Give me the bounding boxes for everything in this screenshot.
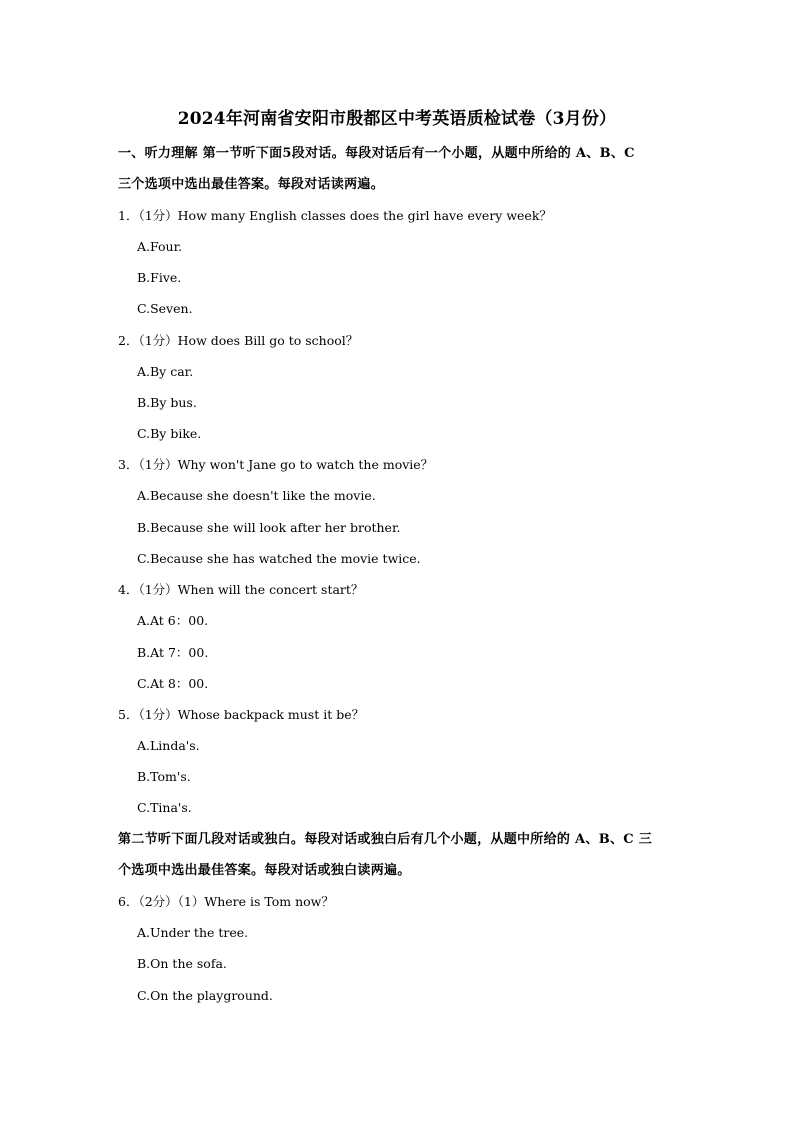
question-1-option-a: A.Four.: [137, 239, 183, 254]
question-3-option-a: A.Because she doesn't like the movie.: [137, 488, 376, 503]
question-6-option-c: C.On the playground.: [137, 988, 273, 1003]
question-4-option-a: A.At 6：00.: [137, 613, 209, 628]
question-6-stem: 6．（2分）（1）Where is Tom now？: [118, 894, 334, 909]
question-2-stem: 2．（1分）How does Bill go to school？: [118, 333, 359, 348]
question-6-option-a: A.Under the tree.: [137, 925, 249, 940]
question-4-stem: 4．（1分）When will the concert start？: [118, 582, 364, 597]
section1-instruction-line2: 三个选项中选出最佳答案。每段对话读两遍。: [118, 177, 385, 192]
question-5-option-c: C.Tina's.: [137, 800, 192, 815]
question-5-stem: 5．（1分）Whose backpack must it be？: [118, 707, 365, 722]
question-4-option-b: B.At 7：00.: [137, 645, 209, 660]
question-5-option-a: A.Linda's.: [137, 738, 200, 753]
question-1-option-b: B.Five.: [137, 270, 182, 285]
question-3-stem: 3．（1分）Why won't Jane go to watch the movie？: [118, 457, 434, 472]
page-title: 2024年河南省安阳市殷都区中考英语质检试卷（3月份）: [177, 109, 617, 129]
question-2-option-a: A.By car.: [137, 364, 194, 379]
question-1-option-c: C.Seven.: [137, 301, 193, 316]
question-2-option-b: B.By bus.: [137, 395, 197, 410]
question-6-option-b: B.On the sofa.: [137, 956, 227, 971]
section2-instruction-line1: 第二节听下面几段对话或独白。每段对话或独白后有几个小题，从题中所给的 A、B、C 三: [118, 832, 653, 847]
section2-instruction-line2: 个选项中选出最佳答案。每段对话或独白读两遍。: [118, 863, 411, 878]
question-2-option-c: C.By bike.: [137, 426, 202, 441]
question-1-stem: 1．（1分）How many English classes does the girl have every week？: [118, 208, 552, 223]
question-4-option-c: C.At 8：00.: [137, 676, 209, 691]
question-3-option-c: C.Because she has watched the movie twice.: [137, 551, 421, 566]
question-5-option-b: B.Tom's.: [137, 769, 191, 784]
section1-instruction-line1: 一、听力理解 第一节听下面5段对话。每段对话后有一个小题，从题中所给的 A、B、C: [118, 146, 635, 161]
question-3-option-b: B.Because she will look after her brother.: [137, 520, 401, 535]
